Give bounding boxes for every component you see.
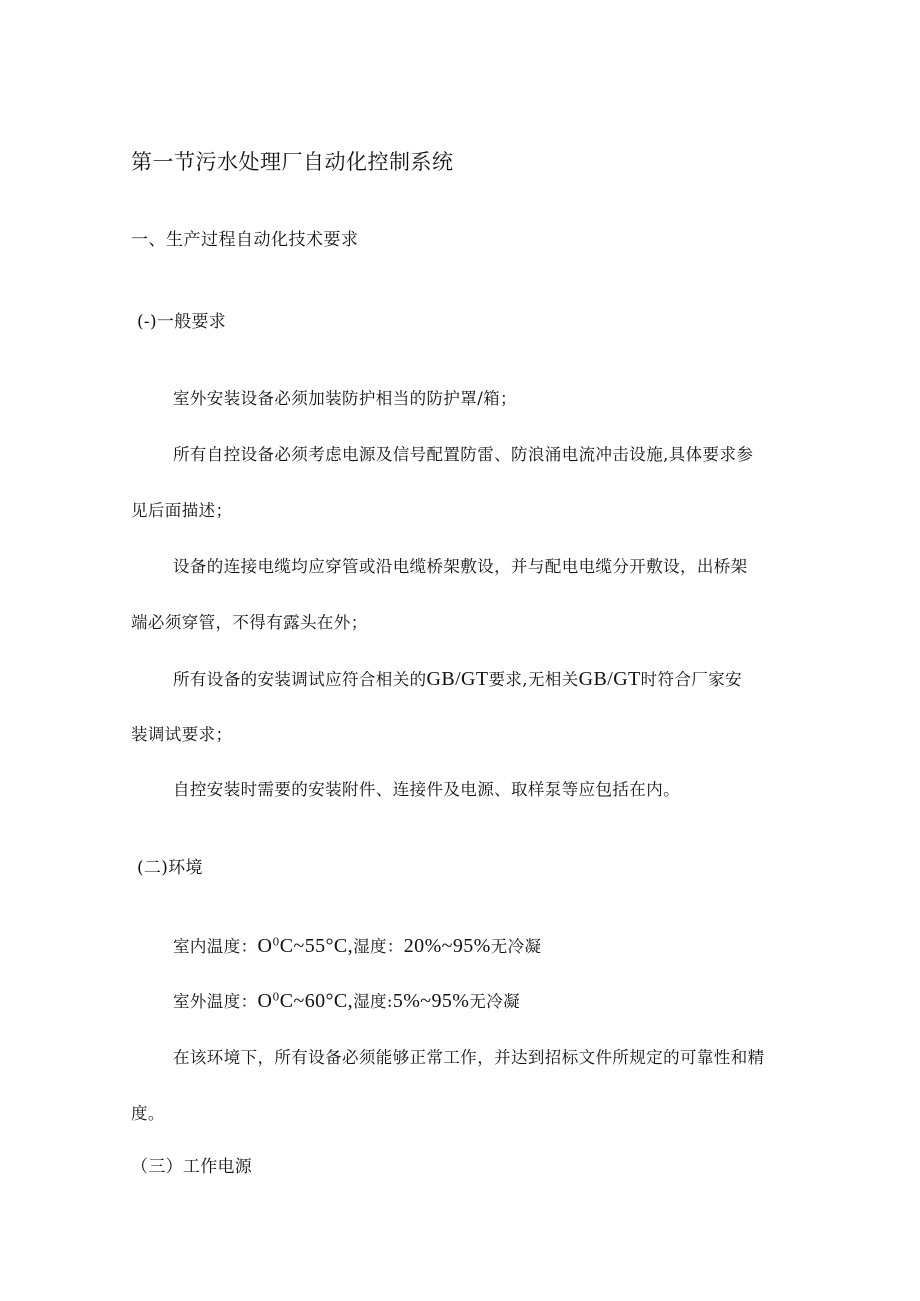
indoor-temp-label: 室内温度：	[173, 937, 258, 956]
standard-code-2: GB/GT	[578, 668, 641, 690]
outdoor-condensation-note: 无冷凝	[469, 992, 521, 1011]
subsection-heading-power-supply: （三）工作电源	[131, 1157, 253, 1177]
indoor-humidity-label: 湿度：	[353, 937, 404, 956]
indoor-condensation-note: 无冷凝	[490, 937, 542, 956]
paragraph-cable-laying-line2: 端必须穿管，不得有露头在外；	[131, 613, 368, 632]
section-heading-production-automation: 一、生产过程自动化技术要求	[131, 230, 359, 250]
outdoor-temp-superscript: 0	[272, 990, 280, 1004]
paragraph-cable-laying-line1: 设备的连接电缆均应穿管或沿电缆桥架敷设，并与配电电缆分开敷设，出桥架	[173, 557, 748, 576]
indoor-temp-superscript: 0	[272, 935, 280, 949]
paragraph-outdoor-protection: 室外安装设备必须加装防护相当的防护罩/箱；	[173, 389, 517, 408]
installation-text-2: 要求,无相关	[488, 670, 579, 689]
paragraph-lightning-protection-line2: 见后面描述；	[131, 501, 233, 520]
subsection-heading-general-requirements: (-)一般要求	[137, 312, 227, 332]
paragraph-environment-reliability-line1: 在该环境下，所有设备必须能够正常工作，并达到招标文件所规定的可靠性和精	[173, 1048, 765, 1067]
indoor-humidity-range: 20%~95%	[403, 935, 491, 957]
outdoor-humidity-label: 湿度:	[353, 992, 393, 1011]
outdoor-temp-start: O	[257, 990, 273, 1012]
indoor-temp-start: O	[257, 935, 273, 957]
paragraph-outdoor-temperature	[173, 991, 520, 1011]
paragraph-installation-accessories: 自控安装时需要的安装附件、连接件及电源、取样泵等应包括在内。	[173, 780, 680, 799]
paragraph-installation-standards-line1	[173, 669, 742, 689]
paragraph-indoor-temperature	[173, 936, 541, 956]
paragraph-environment-reliability-line2: 度。	[131, 1104, 165, 1123]
subsection-heading-environment: (二)环境	[137, 858, 203, 878]
paragraph-lightning-protection-line1: 所有自控设备必须考虑电源及信号配置防雷、防浪涌电流冲击设施,具体要求参	[173, 445, 754, 464]
installation-text-1: 所有设备的安装调试应符合相关的	[173, 670, 427, 689]
installation-text-3: 时符合厂家安	[640, 670, 743, 689]
paragraph-installation-standards-line2: 装调试要求；	[131, 725, 233, 744]
outdoor-humidity-range: 5%~95%	[392, 990, 470, 1012]
outdoor-temp-label: 室外温度：	[173, 992, 258, 1011]
outdoor-temp-range: C~60°C,	[279, 990, 354, 1012]
indoor-temp-range: C~55°C,	[279, 935, 354, 957]
standard-code-1: GB/GT	[426, 668, 489, 690]
page-title: 第一节污水处理厂自动化控制系统	[131, 150, 454, 174]
